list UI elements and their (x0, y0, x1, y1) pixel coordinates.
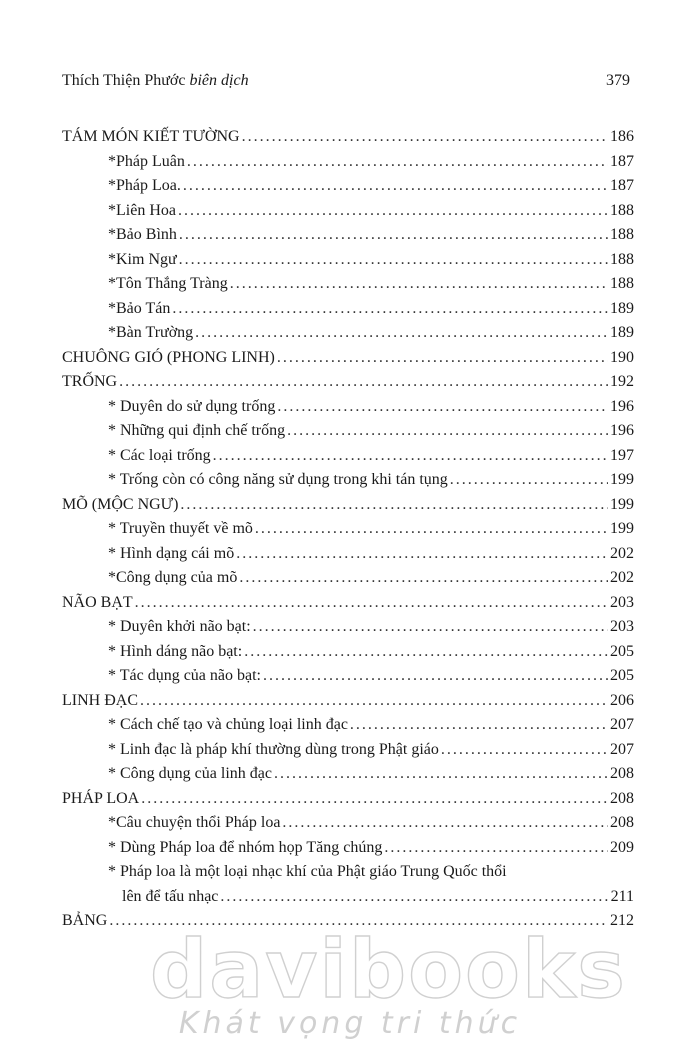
toc-entry-title: * Dùng Pháp loa để nhóm họp Tăng chúng (108, 838, 383, 856)
toc-entry-page: 206 (610, 691, 634, 709)
toc-entry-page: 199 (610, 471, 634, 488)
toc-leader-dots (384, 836, 608, 861)
toc-leader-dots (179, 248, 608, 273)
toc-entry-title: MÕ (MỘC NGƯ) (62, 495, 179, 513)
toc-entry-title: * Hình dáng não bạt: (108, 642, 243, 660)
toc-entry-page: 196 (610, 397, 634, 415)
toc-leader-dots (236, 542, 608, 567)
toc-entry-page: 212 (610, 912, 634, 929)
toc-subsection-entry (62, 640, 634, 665)
toc-leader-dots (287, 419, 608, 444)
toc-subsection-entry (62, 395, 634, 420)
toc-leader-dots (244, 640, 608, 665)
toc-leader-dots (179, 223, 608, 248)
toc-subsection-entry (62, 517, 634, 542)
toc-entry-page: 188 (610, 226, 634, 243)
header-author: Thích Thiện Phước (62, 72, 186, 89)
toc-leader-dots (239, 566, 608, 591)
toc-leader-dots (242, 125, 608, 150)
watermark (150, 923, 627, 1041)
toc-subsection-entry (62, 272, 634, 297)
header-author-line (62, 72, 249, 90)
toc-entry-title: BẢNG (62, 912, 108, 929)
toc-subsection-entry (62, 468, 634, 493)
toc-entry-title: * Công dụng của linh đạc (108, 765, 272, 782)
toc-subsection-entry (62, 542, 634, 567)
toc-subsection-entry (62, 199, 634, 224)
toc-entry-title: * Cách chế tạo và chủng loại linh đạc (108, 716, 348, 733)
toc-leader-dots (187, 150, 608, 175)
toc-entry-title: *Kim Ngư (108, 250, 177, 268)
toc-entry-title-line1: * Pháp loa là một loại nhạc khí của Phật giáo Trung Quốc thổi (108, 863, 507, 880)
page-number: 379 (606, 72, 630, 89)
toc-subsection-entry (62, 321, 634, 346)
toc-entry-title: LINH ĐẠC (62, 691, 138, 709)
toc-section-entry (62, 493, 634, 518)
toc-entry-page: 207 (610, 740, 634, 758)
toc-subsection-entry (62, 566, 634, 591)
toc-section-entry (62, 346, 634, 371)
toc-leader-dots (213, 444, 608, 469)
toc-section-entry (62, 591, 634, 616)
toc-entry-page: 208 (610, 814, 634, 831)
toc-leader-dots (178, 199, 608, 224)
toc-entry-title: *Bảo Tán (108, 299, 171, 317)
toc-entry-title: PHÁP LOA (62, 789, 140, 807)
toc-entry-page: 188 (610, 275, 634, 292)
toc-entry-line2 (108, 885, 634, 910)
toc-entry-page: 187 (610, 177, 634, 194)
toc-entry-title: *Tôn Thắng Tràng (108, 275, 228, 292)
toc-entry-title: *Liên Hoa (108, 201, 176, 219)
toc-entry-page: 187 (610, 152, 634, 170)
watermark-logo: davibooks (150, 923, 627, 1016)
toc-leader-dots (183, 174, 608, 199)
toc-leader-dots (109, 909, 608, 934)
running-header (62, 72, 630, 90)
toc-entry-page: 192 (610, 373, 634, 390)
toc-leader-dots (172, 297, 608, 322)
toc-leader-dots (230, 272, 608, 297)
toc-entry-title: * Tác dụng của não bạt: (108, 667, 261, 684)
toc-entry-title: * Linh đạc là pháp khí thường dùng trong Phật giáo (108, 740, 439, 758)
toc-entry-title: * Duyên do sử dụng trống (108, 397, 276, 415)
toc-subsection-entry (62, 419, 634, 444)
toc-entry-title: TRỐNG (62, 373, 118, 390)
toc-leader-dots (119, 370, 608, 395)
toc-entry-page: 189 (610, 299, 634, 317)
toc-entry-page: 196 (610, 422, 634, 439)
toc-entry-title: *Bàn Trường (108, 324, 194, 341)
toc-entry-page: 205 (610, 667, 634, 684)
toc-entry-title: * Hình dạng cái mõ (108, 544, 235, 562)
toc-entry-title: CHUÔNG GIÓ (PHONG LINH) (62, 348, 275, 366)
toc-entry-title: *Bảo Bình (108, 226, 177, 243)
toc-leader-dots (180, 493, 608, 518)
toc-leader-dots (450, 468, 608, 493)
toc-entry-page: 208 (610, 765, 634, 782)
toc-section-entry (62, 787, 634, 812)
toc-leader-dots (195, 321, 608, 346)
toc-entry-page: 197 (610, 446, 634, 464)
toc-leader-dots (277, 346, 608, 371)
toc-entry-page: 186 (610, 128, 634, 145)
toc-subsection-entry-multiline (62, 860, 634, 909)
toc-leader-dots (140, 689, 608, 714)
toc-leader-dots (141, 787, 608, 812)
toc-subsection-entry (62, 836, 634, 861)
toc-entry-title: *Câu chuyện thổi Pháp loa (108, 814, 281, 831)
toc-section-entry (62, 909, 634, 934)
toc-entry-page: 207 (610, 716, 634, 733)
toc-subsection-entry (62, 223, 634, 248)
toc-leader-dots (255, 517, 608, 542)
toc-leader-dots (350, 713, 608, 738)
toc-subsection-entry (62, 738, 634, 763)
toc-leader-dots (274, 762, 608, 787)
toc-entry-title-line2: lên để tấu nhạc (122, 887, 219, 905)
toc-entry-page: 189 (610, 324, 634, 341)
toc-entry-page: 199 (610, 495, 634, 513)
toc-section-entry (62, 689, 634, 714)
toc-entry-title: TÁM MÓN KIẾT TƯỜNG (62, 128, 240, 145)
toc-entry-title: * Trống còn có công năng sử dụng trong khi tán tụng (108, 471, 448, 488)
table-of-contents (62, 125, 634, 934)
toc-leader-dots (277, 395, 608, 420)
toc-entry-page: 203 (610, 618, 634, 635)
toc-entry-page: 202 (610, 569, 634, 586)
toc-entry-page: 188 (610, 250, 634, 268)
header-role: biên dịch (189, 72, 249, 89)
toc-entry-page: 205 (610, 642, 634, 660)
toc-entry-title: *Pháp Luân (108, 152, 185, 170)
toc-subsection-entry (62, 174, 634, 199)
toc-entry-page: 202 (610, 544, 634, 562)
toc-entry-page: 208 (610, 789, 634, 807)
toc-entry-page: 190 (610, 348, 634, 366)
toc-subsection-entry (62, 713, 634, 738)
toc-leader-dots (253, 615, 608, 640)
toc-entry-page: 203 (610, 593, 634, 611)
toc-entry-title: * Những qui định chế trống (108, 422, 286, 439)
toc-subsection-entry (62, 248, 634, 273)
toc-section-entry (62, 125, 634, 150)
toc-entry-title: NÃO BẠT (62, 593, 133, 611)
toc-leader-dots (263, 664, 608, 689)
toc-subsection-entry (62, 615, 634, 640)
toc-entry-title: *Công dụng của mõ (108, 569, 238, 586)
toc-entry-page: 188 (610, 201, 634, 219)
toc-subsection-entry (62, 664, 634, 689)
toc-section-entry (62, 370, 634, 395)
toc-entry-page: 199 (610, 520, 634, 537)
toc-subsection-entry (62, 762, 634, 787)
toc-leader-dots (441, 738, 608, 763)
toc-leader-dots (220, 885, 608, 910)
toc-subsection-entry (62, 297, 634, 322)
toc-entry-title: * Truyền thuyết về mõ (108, 520, 253, 537)
watermark-tagline: Khát vọng tri thức (178, 1006, 522, 1041)
toc-entry-title: * Duyên khởi não bạt: (108, 618, 251, 635)
toc-entry-title: *Pháp Loa. (108, 177, 181, 194)
toc-subsection-entry (62, 444, 634, 469)
toc-subsection-entry (62, 811, 634, 836)
toc-leader-dots (282, 811, 608, 836)
toc-subsection-entry (62, 150, 634, 175)
toc-entry-page: 211 (610, 887, 634, 905)
toc-leader-dots (135, 591, 608, 616)
toc-entry-page: 209 (610, 838, 634, 856)
toc-entry-title: * Các loại trống (108, 446, 211, 464)
